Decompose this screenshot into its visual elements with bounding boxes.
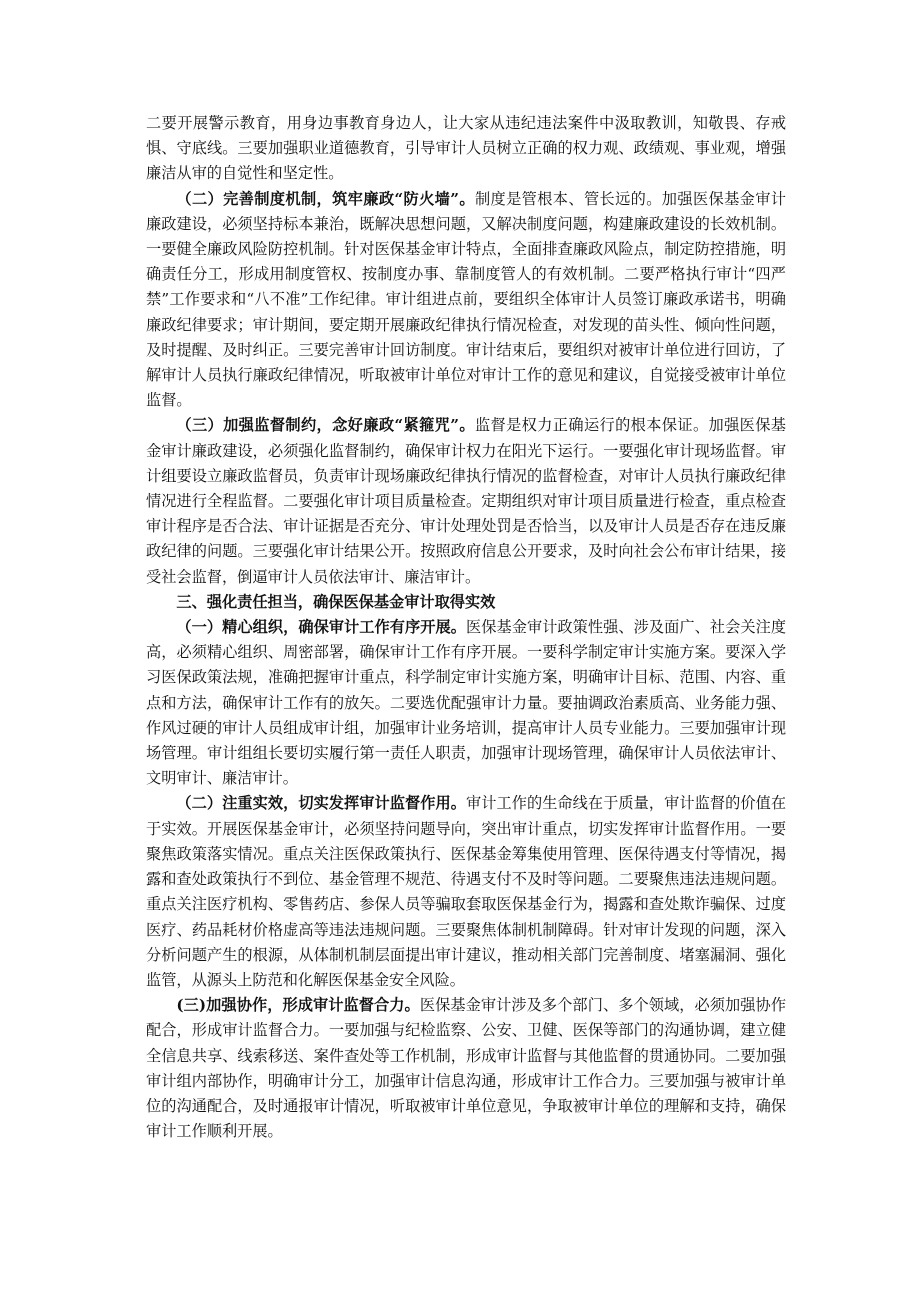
paragraph-cooperation bbox=[146, 993, 786, 1144]
paragraph-supervision bbox=[146, 413, 786, 589]
paragraph-heading: （三）加强监督制约，念好廉政“紧箍咒”。 bbox=[176, 416, 475, 435]
paragraph-heading: （二）完善制度机制，筑牢廉政“防火墙”。 bbox=[176, 189, 475, 208]
paragraph-text: 审计工作的生命线在于质量，审计监督的价值在于实效。开展医保基金审计，必须坚持问题导向，突出审计重点，切实发挥审计监督作用。一要聚焦政策落实情况。重点关注医保政策执行、医保基金筹集使用管理、医保待遇支付等情况，揭露和查处政策执行不到位、基金管理不规范、待遇支付不及时等问题。二要聚焦违法违规问题。重点关注医疗机构、零售药店、参保人员等骗取套取医保基金行为，揭露和查处欺诈骗保、过度医疗、药品耗材价格虚高等违法违规问题。三要聚焦体制机制障碍。针对审计发现的问题，深入分析问题产生的根源，从体制机制层面提出审计建议，推动相关部门完善制度、堵塞漏洞、强化监管，从源头上防范和化解医保基金安全风险。 bbox=[146, 794, 787, 989]
paragraph-heading: （一）精心组织，确保审计工作有序开展。 bbox=[176, 618, 466, 637]
paragraph-text: 监督是权力正确运行的根本保证。加强医保基金审计廉政建设，必须强化监督制约，确保审计权力在阳光下运行。一要强化审计现场监督。审计组要设立廉政监督员，负责审计现场廉政纪律执行情况的监督检查，对审计人员执行廉政纪律情况进行全程监督。二要强化审计项目质量检查。定期组织对审计项目质量进行检查，重点检查审计程序是否合法、审计证据是否充分、审计处理处罚是否恰当，以及审计人员是否存在违反廉政纪律的问题。三要强化审计结果公开。按照政府信息公开要求，及时向社会公布审计结果，接受社会监督，倒逼审计人员依法审计、廉洁审计。 bbox=[146, 416, 786, 586]
paragraph-text: 制度是管根本、管长远的。加强医保基金审计廉政建设，必须坚持标本兼治，既解决思想问题，又解决制度问题，构建廉政建设的长效机制。一要健全廉政风险防控机制。针对医保基金审计特点，全面排查廉政风险点，制定防控措施，明确责任分工，形成用制度管权、按制度办事、靠制度管人的有效机制。二要严格执行审计“四严禁”工作要求和“八不准”工作纪律。审计组进点前，要组织全体审计人员签订廉政承诺书，明确廉政纪律要求；审计期间，要定期开展廉政纪律执行情况检查，对发现的苗头性、倾向性问题，及时提醒、及时纠正。三要完善审计回访制度。审计结束后，要组织对被审计单位进行回访，了解审计人员执行廉政纪律情况，听取被审计单位对审计工作的意见和建议，自觉接受被审计单位监督。 bbox=[146, 189, 786, 410]
paragraph-effectiveness bbox=[146, 791, 786, 993]
paragraph-heading: (三)加强协作，形成审计监督合力。 bbox=[176, 996, 420, 1015]
paragraph-system-mechanism bbox=[146, 187, 786, 414]
paragraph-text: 二要开展警示教育，用身边事教育身边人，让大家从违纪违法案件中汲取教训，知敬畏、存戒惧、守底线。三要加强职业道德教育，引导审计人员树立正确的权力观、政绩观、事业观，增强廉洁从审的自觉性和坚定性。 bbox=[146, 114, 786, 183]
paragraph-text: 医保基金审计政策性强、涉及面广、社会关注度高，必须精心组织、周密部署，确保审计工作有序开展。一要科学制定审计实施方案。要深入学习医保政策法规，准确把握审计重点，科学制定审计实施方案，明确审计目标、范围、内容、重点和方法，确保审计工作有的放矢。二要选优配强审计力量。要抽调政治素质高、业务能力强、作风过硬的审计人员组成审计组，加强审计业务培训，提高审计人员专业能力。三要加强审计现场管理。审计组组长要切实履行第一责任人职责，加强审计现场管理，确保审计人员依法审计、文明审计、廉洁审计。 bbox=[146, 618, 787, 788]
paragraph-heading: （二）注重实效，切实发挥审计监督作用。 bbox=[176, 794, 466, 813]
paragraph-organization bbox=[146, 615, 786, 791]
document-body bbox=[146, 111, 786, 1144]
paragraph-warning-education bbox=[146, 111, 786, 187]
section-heading: 三、强化责任担当，确保医保基金审计取得实效 bbox=[176, 592, 496, 611]
paragraph-text: 医保基金审计涉及多个部门、多个领域，必须加强协作配合，形成审计监督合力。一要加强与纪检监察、公安、卫健、医保等部门的沟通协调，建立健全信息共享、线索移送、案件查处等工作机制，形成审计监督与其他监督的贯通协同。二要加强审计组内部协作，明确审计分工，加强审计信息沟通，形成审计工作合力。三要加强与被审计单位的沟通配合，及时通报审计情况，听取被审计单位意见，争取被审计单位的理解和支持，确保审计工作顺利开展。 bbox=[146, 996, 787, 1141]
